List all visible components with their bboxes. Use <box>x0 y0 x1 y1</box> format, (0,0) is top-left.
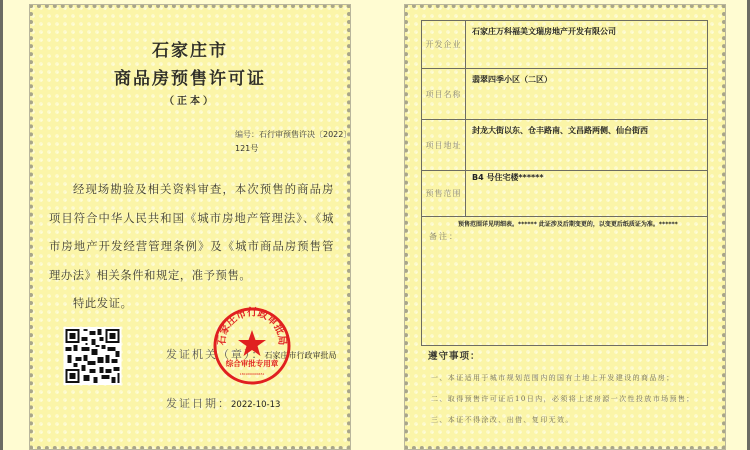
remarks-cell <box>422 217 708 346</box>
qr-code-icon[interactable] <box>63 327 122 385</box>
presale-scope-value: B4 号住宅楼****** <box>466 171 708 217</box>
table-row-presale-scope <box>422 171 708 217</box>
table-row-developer <box>422 21 708 69</box>
developer-value: 石家庄万科福美文瑞房地产开发有限公司 <box>466 21 708 69</box>
body-paragraph: 特此发证。 <box>73 297 133 310</box>
serial-value: 石行审预售许决〔2022〕121号 <box>235 130 348 153</box>
row-label: 项目名称 <box>422 69 466 120</box>
table-row-project-name <box>422 69 708 120</box>
body-paragraph: 经现场勘验及相关资料审查，本次预售的商品房项目符合中华人民共和国《城市房地产管理法》、《城市房地产开发经营管理条例》及《城市商品房预售管理办法》相关条件和规定，准予预售。 <box>49 183 334 282</box>
certificate-body <box>49 176 334 319</box>
project-address-value: 封龙大街以东、仓丰路南、文昌路两侧、仙台街西 <box>466 120 708 171</box>
svg-text:石家庄市行政审批局: 石家庄市行政审批局 <box>216 307 288 346</box>
certificate-back-page <box>404 4 726 450</box>
issuer-value: 石家庄市行政审批局 <box>264 351 337 360</box>
table-row-remarks <box>422 217 708 346</box>
serial-number <box>235 128 350 156</box>
certificate-front-page <box>29 4 351 450</box>
note-item: 二、取得预售许可证后10日内，必须将上述房源一次性投放市场预售； <box>431 395 695 403</box>
remarks-label: 备注： <box>429 232 459 241</box>
note-item: 三、本证不得涂改、出借、复印无效。 <box>431 416 574 424</box>
note-item: 一、本证适用于城市规划范围内的国有土地上开发建设的商品房； <box>431 374 675 382</box>
svg-text:1301000000451: 1301000000451 <box>239 372 265 376</box>
project-info-table <box>421 20 708 346</box>
row-label: 项目地址 <box>422 120 466 171</box>
project-name-value: 翡翠四季小区（二区） <box>466 69 708 120</box>
certificate-city-title: 石家庄市 <box>152 41 228 61</box>
certificate-subtitle: （正本） <box>164 96 216 107</box>
compliance-notes <box>428 348 718 435</box>
certificate-main-title: 商品房预售许可证 <box>114 69 266 89</box>
svg-text:综合审批专用章: 综合审批专用章 <box>225 359 279 368</box>
notes-heading: 遵守事项： <box>428 351 481 362</box>
issuer-label: 发证机关（章）： <box>166 348 265 361</box>
date-value: 2022-10-13 <box>231 400 281 410</box>
date-label: 发证日期： <box>166 397 231 410</box>
issue-date <box>166 395 280 411</box>
viewer-edge-left <box>0 0 3 450</box>
row-label: 预售范围 <box>422 171 466 217</box>
table-row-project-address <box>422 120 708 171</box>
serial-label: 编号： <box>235 130 259 139</box>
official-seal-icon <box>212 306 292 386</box>
row-label: 开发企业 <box>422 21 466 69</box>
remarks-text: 预售范围详见明细表。****** 此证涉及后期变更的，以变更后纸质证为准。****** <box>458 221 678 228</box>
